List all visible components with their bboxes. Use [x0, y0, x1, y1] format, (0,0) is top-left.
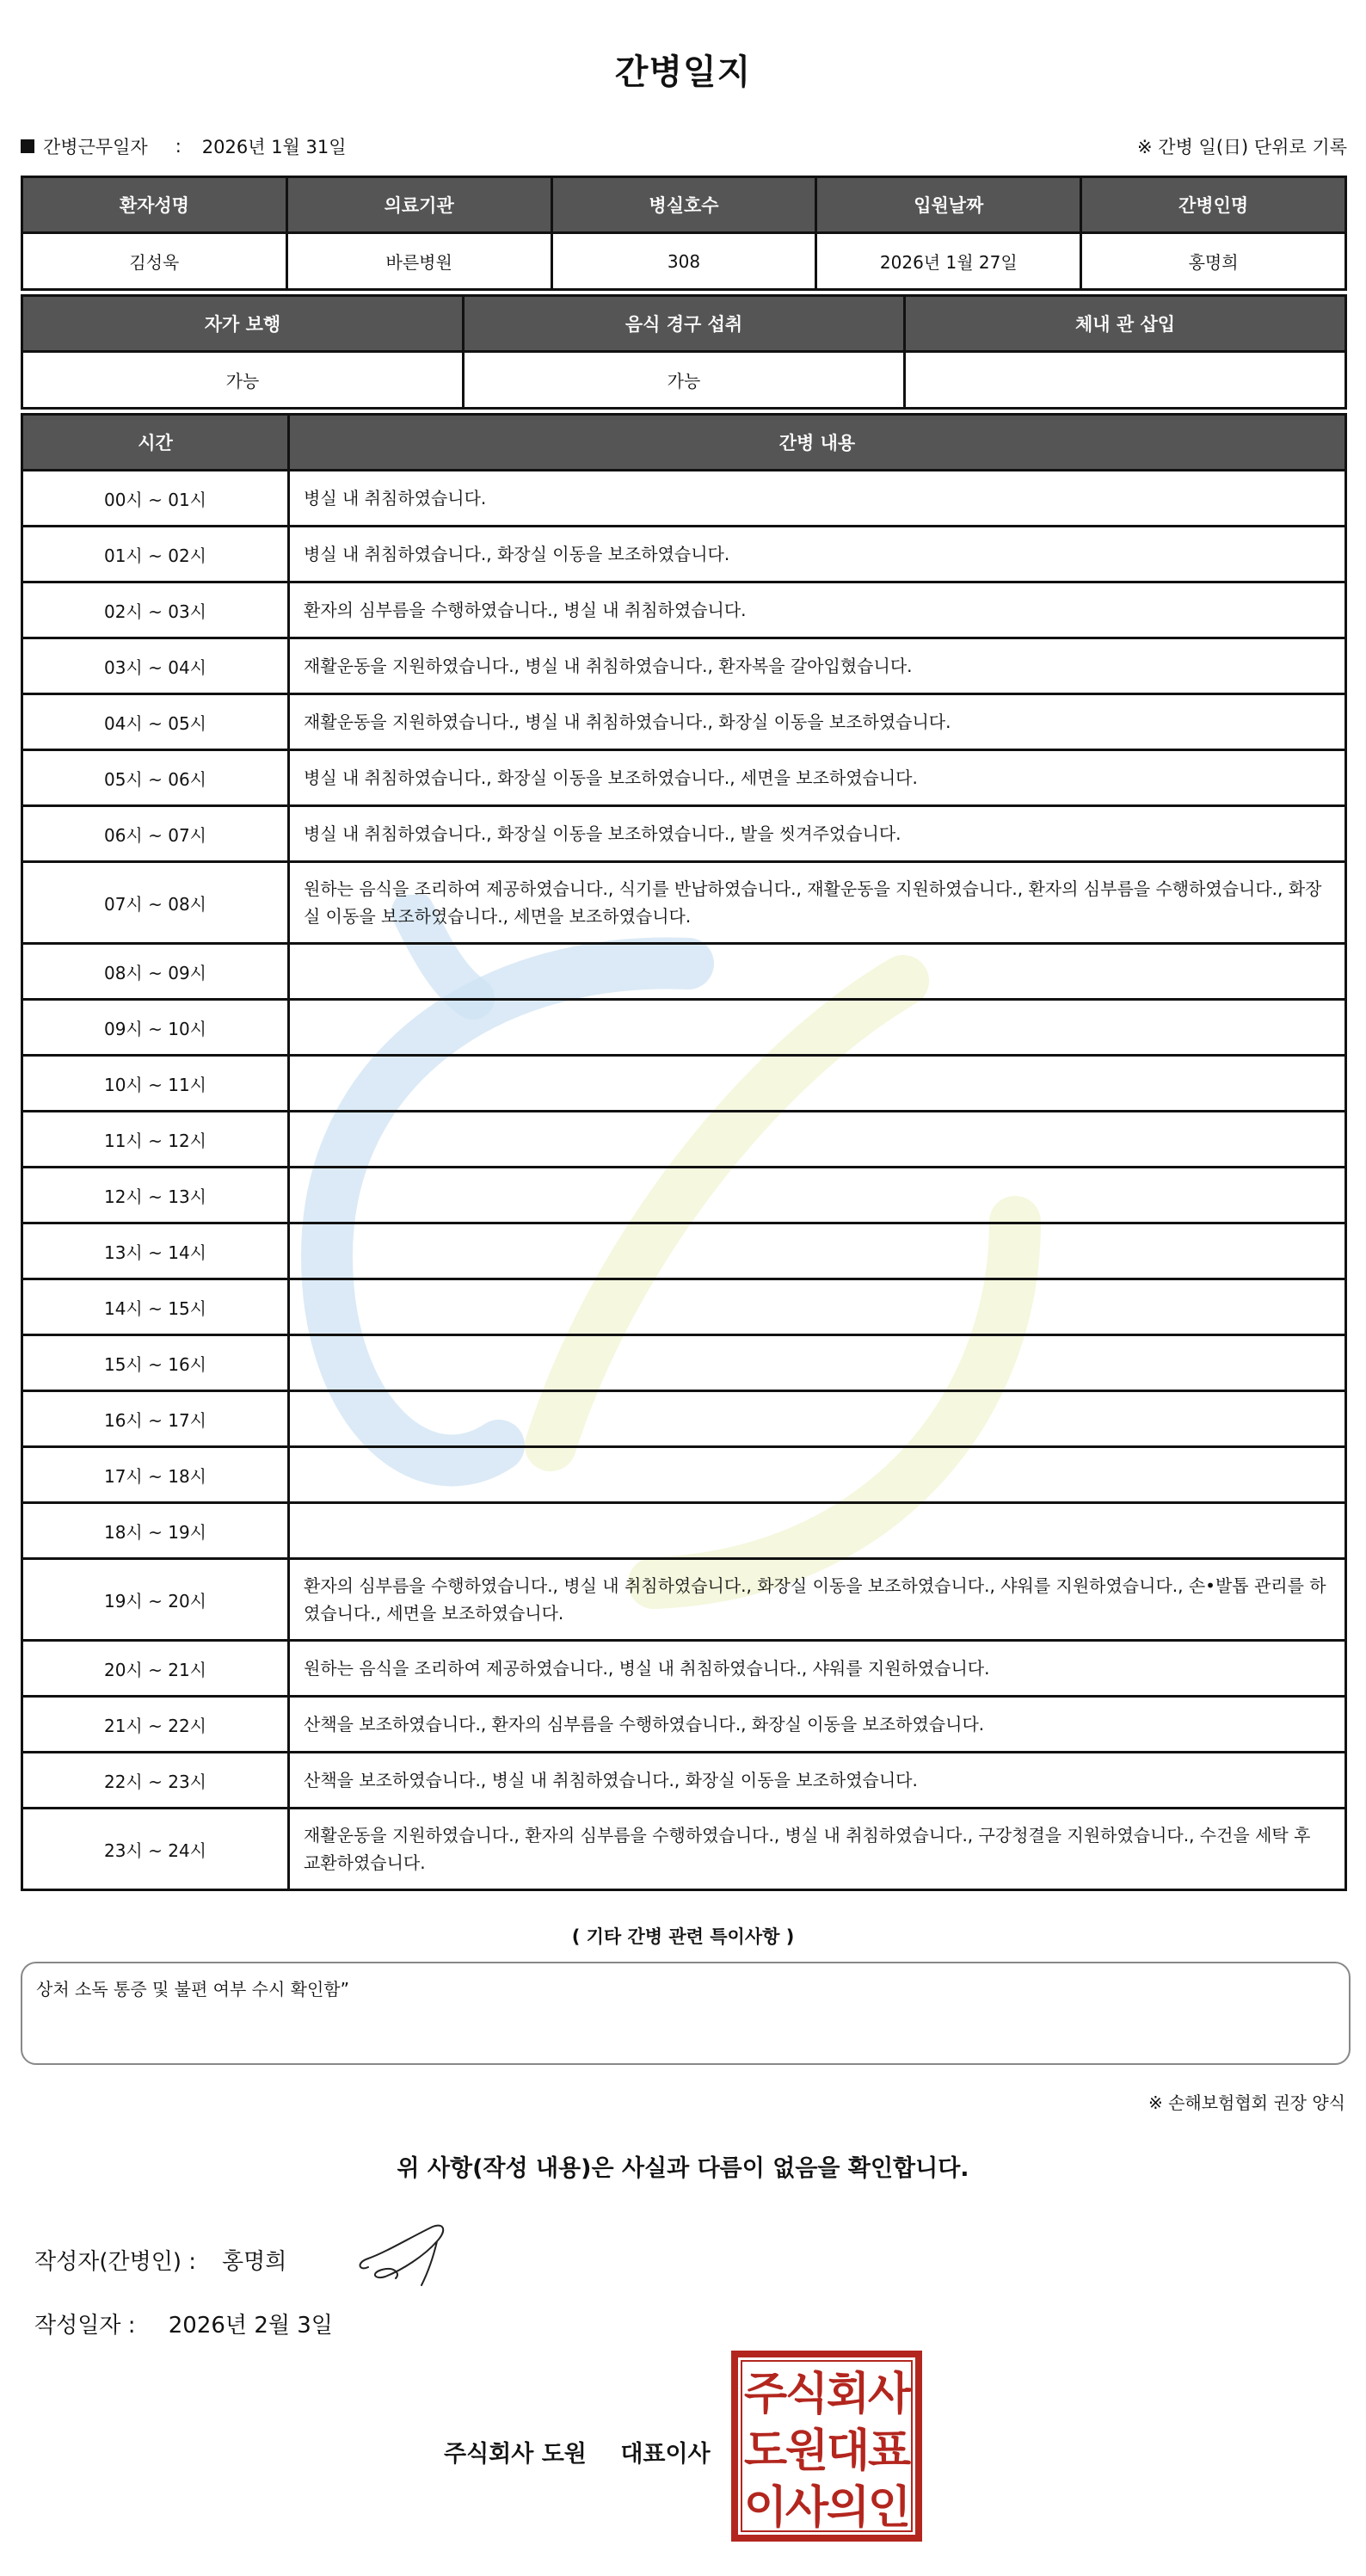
header-room-number: 병실호수	[551, 177, 816, 233]
signature-image	[351, 2220, 454, 2289]
seal-character: 표	[867, 2425, 912, 2477]
care-log-content: 환자의 심부름을 수행하였습니다., 병실 내 취침하였습니다.	[289, 582, 1346, 638]
seal-character: 대	[826, 2425, 871, 2477]
remarks-box	[21, 1962, 1351, 2065]
patient-name: 김성욱	[22, 233, 287, 290]
care-log-content: 재활운동을 지원하였습니다., 병실 내 취침하였습니다., 환자복을 갈아입혔습니다.	[289, 638, 1346, 694]
care-log-content: 병실 내 취침하였습니다., 화장실 이동을 보조하였습니다., 발을 씻겨주었습니다.	[289, 806, 1346, 862]
header-oral-intake: 음식 경구 섭취	[464, 296, 905, 352]
care-log-row	[22, 1000, 1346, 1056]
care-log-time: 19시 ~ 20시	[22, 1559, 289, 1641]
record-note: ※ 간병 일(日) 단위로 기록	[1137, 137, 1347, 157]
seal-character: 주	[743, 2369, 788, 2420]
company-line	[444, 2435, 711, 2468]
patient-info-value-row	[22, 233, 1346, 290]
care-log-time: 15시 ~ 16시	[22, 1335, 289, 1391]
care-log-row	[22, 1335, 1346, 1391]
care-log-time: 17시 ~ 18시	[22, 1447, 289, 1503]
written-date-line	[34, 2308, 333, 2339]
care-log-content	[289, 944, 1346, 1000]
header-admission-date: 입원날짜	[816, 177, 1081, 233]
care-log-time: 16시 ~ 17시	[22, 1391, 289, 1447]
care-work-date-label: 간병근무일자	[43, 137, 148, 157]
care-log-row	[22, 1503, 1346, 1559]
seal-character: 사	[785, 2482, 829, 2534]
remarks-text: 상처 소독 통증 및 불편 여부 수시 확인함”	[36, 1979, 349, 2000]
care-work-date	[21, 133, 347, 159]
care-log-row	[22, 1223, 1346, 1279]
care-log-content	[289, 1279, 1346, 1335]
care-log-time: 14시 ~ 15시	[22, 1279, 289, 1335]
care-log-row	[22, 862, 1346, 944]
care-log-time: 00시 ~ 01시	[22, 471, 289, 527]
oral-intake-value: 가능	[464, 352, 905, 409]
care-log-content: 병실 내 취침하였습니다., 화장실 이동을 보조하였습니다., 세면을 보조하였습니다.	[289, 750, 1346, 806]
care-log-row	[22, 1809, 1346, 1890]
meta-row	[21, 131, 1347, 162]
care-log-content: 병실 내 취침하였습니다., 화장실 이동을 보조하였습니다.	[289, 527, 1346, 582]
header-caregiver-name: 간병인명	[1081, 177, 1346, 233]
care-log-row	[22, 582, 1346, 638]
care-log-time: 06시 ~ 07시	[22, 806, 289, 862]
care-log-time: 22시 ~ 23시	[22, 1753, 289, 1809]
care-log-row	[22, 1168, 1346, 1223]
care-log-content: 환자의 심부름을 수행하였습니다., 병실 내 취침하였습니다., 화장실 이동을 보조하였습니다., 샤워를 지원하였습니다., 손•발톱 관리를 하였습니다., 세면을 보조하였습니다.	[289, 1559, 1346, 1641]
seal-character: 도	[743, 2425, 788, 2477]
tube-insertion-value	[905, 352, 1346, 409]
care-log-time: 12시 ~ 13시	[22, 1168, 289, 1223]
care-log-time: 23시 ~ 24시	[22, 1809, 289, 1890]
patient-info-header-row	[22, 177, 1346, 233]
care-log-row	[22, 750, 1346, 806]
seal-character: 인	[867, 2482, 912, 2534]
care-log-row	[22, 638, 1346, 694]
room-number: 308	[551, 233, 816, 290]
form-note: ※ 손해보험협회 권장 양식	[1148, 2092, 1345, 2113]
care-log-row	[22, 1056, 1346, 1112]
care-log-row	[22, 1559, 1346, 1641]
care-log-row	[22, 471, 1346, 527]
care-log-row	[22, 1641, 1346, 1697]
colon-separator: :	[175, 136, 182, 157]
company-seal-stamp	[731, 2351, 922, 2542]
seal-character: 식	[785, 2369, 829, 2420]
care-log-time: 04시 ~ 05시	[22, 694, 289, 750]
admission-date: 2026년 1월 27일	[816, 233, 1081, 290]
care-log-time: 05시 ~ 06시	[22, 750, 289, 806]
care-log-row	[22, 1279, 1346, 1335]
care-log-time: 03시 ~ 04시	[22, 638, 289, 694]
care-log-header-row	[22, 415, 1346, 471]
care-log-row	[22, 1112, 1346, 1168]
care-log-content	[289, 1112, 1346, 1168]
care-log-content	[289, 1391, 1346, 1447]
care-log-row	[22, 1447, 1346, 1503]
remarks-title: ( 기타 간병 관련 특이사항 )	[571, 1926, 795, 1947]
seal-character: 원	[785, 2425, 829, 2477]
care-log-content: 재활운동을 지원하였습니다., 환자의 심부름을 수행하였습니다., 병실 내 취침하였습니다., 구강청결을 지원하였습니다., 수건을 세탁 후 교환하였습니다.	[289, 1809, 1346, 1890]
care-log-content	[289, 1000, 1346, 1056]
care-log-content	[289, 1503, 1346, 1559]
writer-line	[34, 2244, 286, 2276]
seal-character: 이	[743, 2482, 788, 2534]
care-log-content	[289, 1335, 1346, 1391]
care-log-time: 13시 ~ 14시	[22, 1223, 289, 1279]
company-name: 주식회사 도원	[444, 2441, 587, 2468]
caregiver-name: 홍명희	[1081, 233, 1346, 290]
care-log-time: 09시 ~ 10시	[22, 1000, 289, 1056]
care-log-content	[289, 1168, 1346, 1223]
status-value-row	[22, 352, 1346, 409]
care-log-time: 20시 ~ 21시	[22, 1641, 289, 1697]
care-log-content: 원하는 음식을 조리하여 제공하였습니다., 병실 내 취침하였습니다., 샤워를 지원하였습니다.	[289, 1641, 1346, 1697]
care-log-row	[22, 1753, 1346, 1809]
square-bullet-icon	[21, 139, 34, 153]
care-log-content: 산책을 보조하였습니다., 병실 내 취침하였습니다., 화장실 이동을 보조하였습니다.	[289, 1753, 1346, 1809]
care-log-content: 원하는 음식을 조리하여 제공하였습니다., 식기를 반납하였습니다., 재활운동을 지원하였습니다., 환자의 심부름을 수행하였습니다., 화장실 이동을 보조하였습니다., 세면을 보조하였습니다.	[289, 862, 1346, 944]
care-log-table	[21, 413, 1347, 1891]
seal-character: 사	[867, 2369, 912, 2420]
care-log-row	[22, 1391, 1346, 1447]
care-log-row	[22, 527, 1346, 582]
page-title: 간병일지	[614, 52, 752, 92]
header-self-walking: 자가 보행	[22, 296, 464, 352]
header-hospital: 의료기관	[286, 177, 551, 233]
header-patient-name: 환자성명	[22, 177, 287, 233]
care-log-time: 02시 ~ 03시	[22, 582, 289, 638]
seal-character: 의	[826, 2482, 871, 2534]
self-walking-value: 가능	[22, 352, 464, 409]
written-date-label: 작성일자 :	[34, 2313, 136, 2339]
care-log-time: 11시 ~ 12시	[22, 1112, 289, 1168]
status-header-row	[22, 296, 1346, 352]
care-log-content	[289, 1056, 1346, 1112]
care-log-content: 병실 내 취침하였습니다.	[289, 471, 1346, 527]
care-log-time: 18시 ~ 19시	[22, 1503, 289, 1559]
care-log-body	[22, 471, 1346, 1890]
written-date: 2026년 2월 3일	[168, 2313, 333, 2339]
company-representative-title: 대표이사	[620, 2441, 711, 2468]
care-log-time: 10시 ~ 11시	[22, 1056, 289, 1112]
header-care-content: 간병 내용	[289, 415, 1346, 471]
care-log-time: 01시 ~ 02시	[22, 527, 289, 582]
care-log-row	[22, 1697, 1346, 1753]
care-log-row	[22, 694, 1346, 750]
care-log-time: 08시 ~ 09시	[22, 944, 289, 1000]
care-log-content	[289, 1447, 1346, 1503]
care-log-row	[22, 806, 1346, 862]
care-work-date-value: 2026년 1월 31일	[201, 137, 347, 157]
seal-character: 회	[826, 2369, 871, 2420]
care-log-content: 산책을 보조하였습니다., 환자의 심부름을 수행하였습니다., 화장실 이동을 보조하였습니다.	[289, 1697, 1346, 1753]
hospital-name: 바른병원	[286, 233, 551, 290]
header-tube-insertion: 체내 관 삽입	[905, 296, 1346, 352]
care-log-content	[289, 1223, 1346, 1279]
confirmation-statement: 위 사항(작성 내용)은 사실과 다름이 없음을 확인합니다.	[397, 2155, 969, 2182]
patient-info-table	[21, 176, 1347, 291]
writer-label: 작성자(간병인) :	[34, 2249, 197, 2275]
care-log-time: 21시 ~ 22시	[22, 1697, 289, 1753]
patient-status-table	[21, 294, 1347, 410]
care-log-row	[22, 944, 1346, 1000]
writer-name: 홍명희	[222, 2249, 287, 2275]
care-log-time: 07시 ~ 08시	[22, 862, 289, 944]
header-time: 시간	[22, 415, 289, 471]
care-log-content: 재활운동을 지원하였습니다., 병실 내 취침하였습니다., 화장실 이동을 보조하였습니다.	[289, 694, 1346, 750]
